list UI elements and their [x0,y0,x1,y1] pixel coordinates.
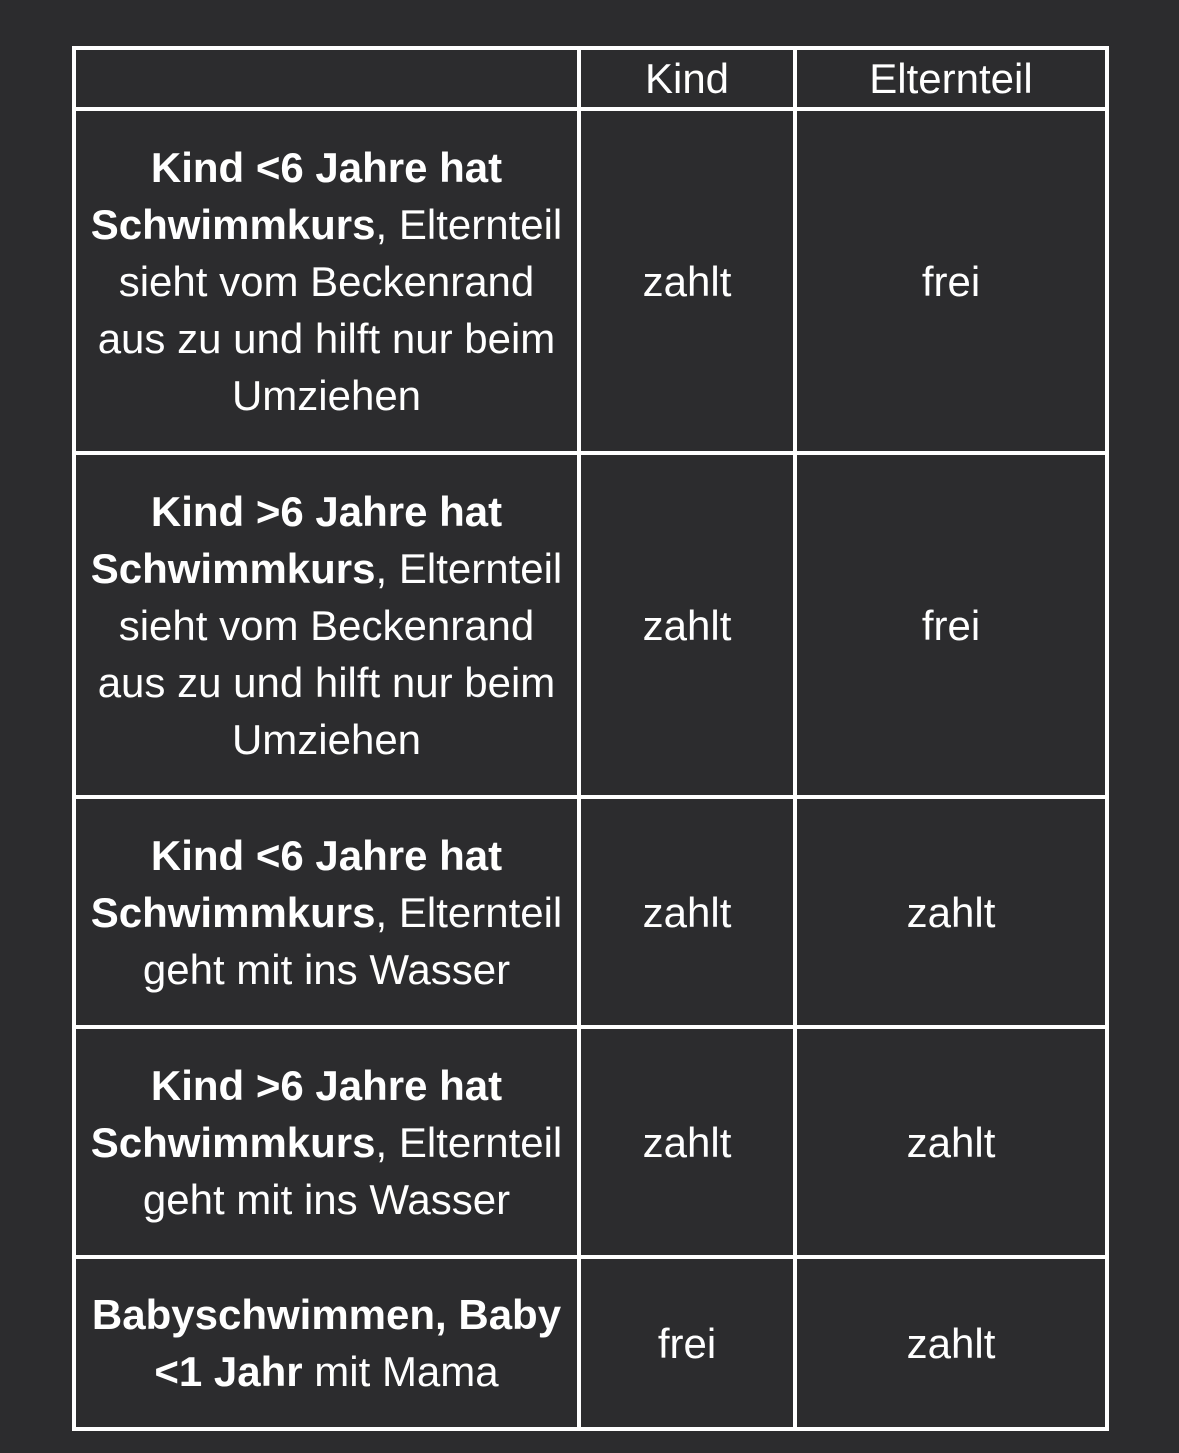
situation-bold: Kind >6 Jahre hat Schwimmkurs [90,487,503,592]
child-price-cell: zahlt [579,453,795,797]
table-row [74,1027,1107,1257]
parent-price-cell: zahlt [795,1027,1107,1257]
table-header-row [74,48,1107,109]
situation-cell [74,1027,579,1257]
child-price-cell: zahlt [579,797,795,1027]
situation-rest: , Elternteil sieht vom Beckenrand aus zu und hilft nur beim Umziehen [97,200,563,419]
situation-bold: Babyschwimmen, Baby <1 Jahr [91,1291,562,1395]
child-price-cell: frei [579,1257,795,1429]
situation-bold: Kind <6 Jahre hat Schwimmkurs [90,143,503,248]
situation-rest: , Elternteil geht mit ins Wasser [142,1118,563,1223]
header-situation [74,48,579,109]
table-row [74,453,1107,797]
parent-price-cell: zahlt [795,1257,1107,1429]
table-row [74,109,1107,453]
child-price-cell: zahlt [579,109,795,453]
pricing-table [72,46,1109,1431]
table-row [74,797,1107,1027]
parent-price-cell: frei [795,109,1107,453]
header-parent: Elternteil [795,48,1107,109]
parent-price-cell: zahlt [795,797,1107,1027]
situation-cell [74,453,579,797]
situation-cell [74,797,579,1027]
situation-rest: mit Mama [302,1348,499,1395]
situation-rest: , Elternteil geht mit ins Wasser [142,888,563,993]
situation-bold: Kind <6 Jahre hat Schwimmkurs [90,831,503,936]
situation-cell [74,109,579,453]
situation-cell [74,1257,579,1429]
header-child: Kind [579,48,795,109]
table-row [74,1257,1107,1429]
situation-bold: Kind >6 Jahre hat Schwimmkurs [90,1061,503,1166]
parent-price-cell: frei [795,453,1107,797]
child-price-cell: zahlt [579,1027,795,1257]
situation-rest: , Elternteil sieht vom Beckenrand aus zu und hilft nur beim Umziehen [97,544,563,763]
